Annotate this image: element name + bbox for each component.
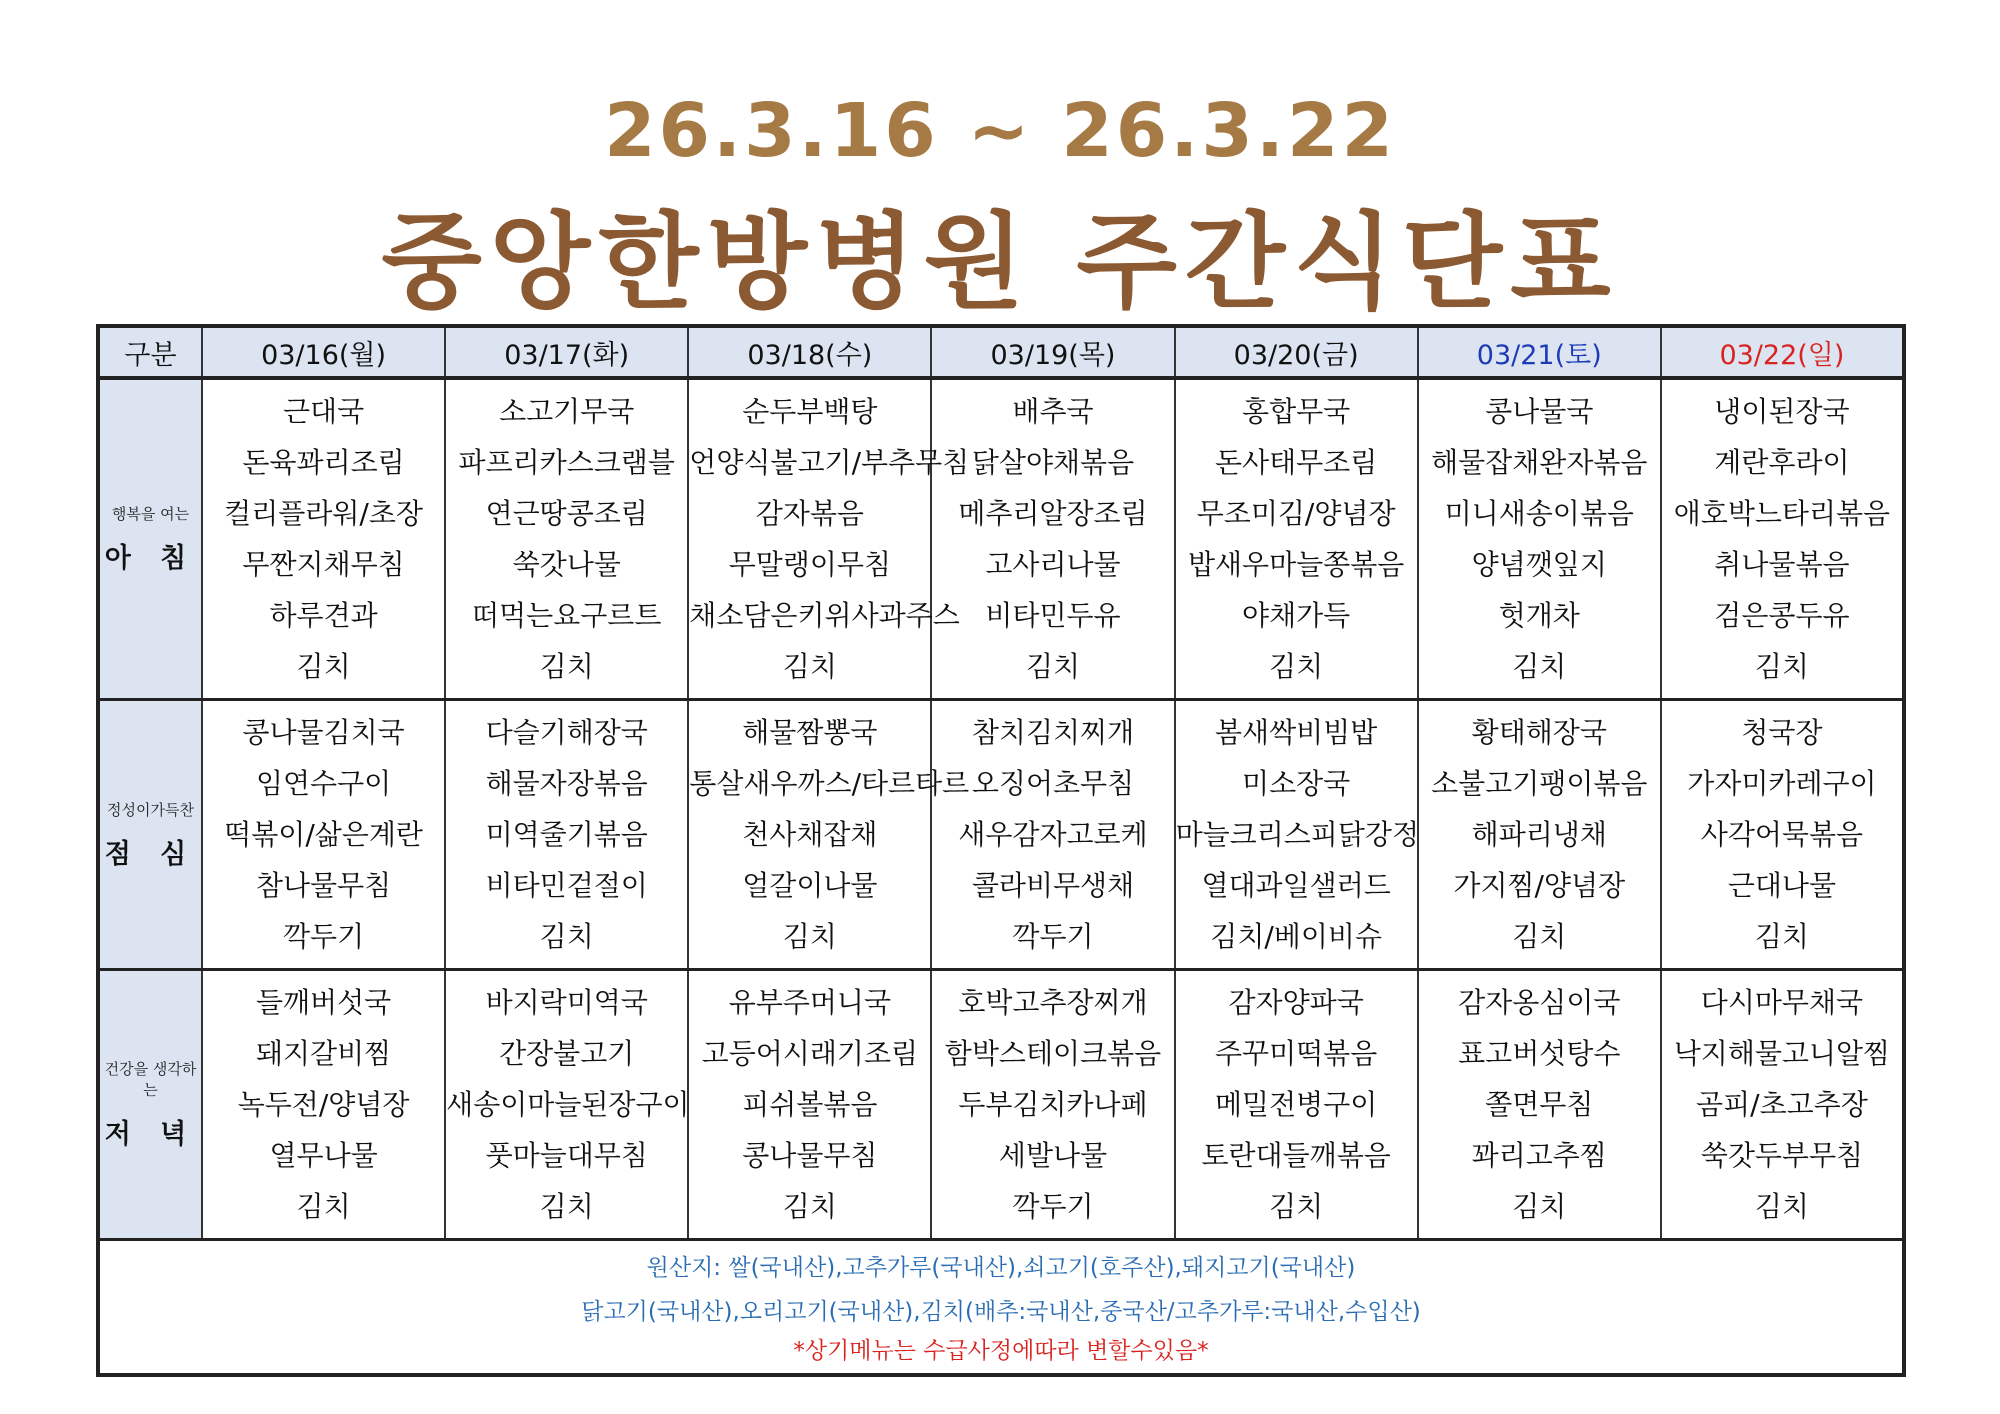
dish-item: 꽈리고추찜 xyxy=(1471,1139,1607,1172)
menu-cell-dinner-sun xyxy=(1661,970,1904,1240)
dish-item: 함박스테이크볶음 xyxy=(944,1037,1162,1070)
dish-item: 풋마늘대무침 xyxy=(485,1139,648,1172)
dish-item: 호박고추장찌개 xyxy=(958,986,1148,1019)
dish-list xyxy=(446,971,690,1238)
supply-notice: *상기메뉴는 수급사정에따라 변할수있음* xyxy=(793,1338,1209,1364)
dish-list xyxy=(1419,971,1660,1238)
dish-list xyxy=(1662,701,1902,968)
meal-label-lunch xyxy=(98,700,202,970)
dish-list xyxy=(1662,971,1902,1238)
dish-item: 해물잡채완자볶음 xyxy=(1431,446,1648,479)
dish-item: 토란대들깨볶음 xyxy=(1201,1139,1391,1172)
meal-main-label: 아 침 xyxy=(104,543,197,574)
meal-main-label: 저 녁 xyxy=(104,1119,197,1150)
dish-item: 김치 xyxy=(1269,1190,1324,1223)
menu-cell-lunch-sun xyxy=(1661,700,1904,970)
dish-item: 가지찜/양념장 xyxy=(1453,869,1626,902)
menu-cell-breakfast-sat xyxy=(1418,378,1661,700)
menu-cell-dinner-mon xyxy=(202,970,445,1240)
dish-list xyxy=(203,971,444,1238)
footer-row xyxy=(98,1240,1904,1376)
dish-item: 파프리카스크램블 xyxy=(458,446,675,479)
dish-item: 미니새송이볶음 xyxy=(1444,497,1634,530)
dish-item: 고등어시래기조림 xyxy=(701,1037,919,1070)
menu-cell-dinner-wed xyxy=(688,970,931,1240)
dish-item: 쑥갓나물 xyxy=(512,548,621,581)
menu-cell-dinner-tue xyxy=(445,970,688,1240)
dish-item: 무말랭이무침 xyxy=(728,548,891,581)
menu-cell-lunch-tue xyxy=(445,700,688,970)
dish-item: 검은콩두유 xyxy=(1714,599,1850,632)
dish-item: 김치 xyxy=(1512,650,1567,683)
day-header-thu: 03/19(목) xyxy=(931,326,1174,378)
date-range: 26.3.16 ~ 26.3.22 xyxy=(604,88,1396,174)
dish-item: 김치 xyxy=(296,650,351,683)
dish-item: 채소담은키위사과주스 xyxy=(689,599,960,632)
dish-item: 돈육꽈리조림 xyxy=(242,446,405,479)
menu-cell-breakfast-tue xyxy=(445,378,688,700)
dish-list xyxy=(1176,701,1417,968)
dish-item: 김치 xyxy=(1512,1190,1567,1223)
dish-item: 메밀전병구이 xyxy=(1214,1088,1378,1121)
dish-item: 감자옹심이국 xyxy=(1458,986,1621,1019)
dish-item: 소불고기팽이볶음 xyxy=(1431,767,1648,800)
dish-item: 가자미카레구이 xyxy=(1687,767,1877,800)
menu-cell-lunch-sat xyxy=(1418,700,1661,970)
dish-item: 순두부백탕 xyxy=(742,395,878,428)
dish-item: 쫄면무침 xyxy=(1485,1088,1594,1121)
dish-item: 들깨버섯국 xyxy=(255,986,392,1019)
dish-item: 김치 xyxy=(1269,650,1324,683)
day-header-sat: 03/21(토) xyxy=(1418,326,1661,378)
dish-item: 계란후라이 xyxy=(1714,446,1850,479)
menu-cell-lunch-mon xyxy=(202,700,445,970)
dish-item: 다슬기해장국 xyxy=(485,716,648,749)
dish-item: 콩나물무침 xyxy=(742,1139,878,1172)
dish-item: 소고기무국 xyxy=(499,395,635,428)
dish-item: 낙지해물고니알찜 xyxy=(1673,1037,1891,1070)
dish-item: 사각어묵볶음 xyxy=(1700,818,1864,851)
table-header-row xyxy=(98,326,1904,378)
origin-line-2: 닭고기(국내산),오리고기(국내산),김치(배추:국내산,중국산/고추가루:국내산,수입산) xyxy=(581,1299,1421,1325)
dish-list xyxy=(1176,971,1417,1238)
day-header-mon: 03/16(월) xyxy=(202,326,445,378)
day-header-tue: 03/17(화) xyxy=(445,326,688,378)
dish-item: 콜라비무생채 xyxy=(971,869,1135,902)
dish-item: 무조미김/양념장 xyxy=(1196,497,1396,530)
dish-item: 하루견과 xyxy=(269,599,378,632)
dish-item: 임연수구이 xyxy=(255,767,392,800)
dish-item: 피쉬볼볶음 xyxy=(742,1088,878,1121)
dish-item: 해물자장볶음 xyxy=(485,767,648,800)
dish-item: 얼갈이나물 xyxy=(742,869,878,902)
dish-item: 표고버섯탕수 xyxy=(1458,1037,1621,1070)
dish-item: 냉이된장국 xyxy=(1714,395,1850,428)
dish-item: 김치 xyxy=(539,650,594,683)
dish-list xyxy=(1419,380,1660,698)
dish-item: 다시마무채국 xyxy=(1700,986,1864,1019)
meal-sub-label: 정성이가득찬 xyxy=(107,800,194,819)
dish-list xyxy=(446,380,687,698)
dish-item: 닭살야채볶음 xyxy=(971,446,1135,479)
day-header-wed: 03/18(수) xyxy=(688,326,931,378)
dish-list xyxy=(689,701,970,968)
dish-item: 연근땅콩조림 xyxy=(485,497,648,530)
dish-item: 근대나물 xyxy=(1727,869,1837,902)
dish-list xyxy=(932,380,1173,698)
dish-item: 오징어초무침 xyxy=(971,767,1135,800)
dish-item: 깍두기 xyxy=(282,920,365,953)
dish-item: 깍두기 xyxy=(1012,1190,1094,1223)
dish-item: 해파리냉채 xyxy=(1471,818,1607,851)
dish-item: 언양식불고기/부추무침 xyxy=(689,446,970,479)
dish-item: 밥새우마늘쫑볶음 xyxy=(1187,548,1405,581)
dish-item: 김치 xyxy=(1754,650,1809,683)
dish-item: 배추국 xyxy=(1012,395,1094,428)
dish-item: 통살새우까스/타르타르 xyxy=(689,767,970,800)
dish-item: 새우감자고로케 xyxy=(958,818,1148,851)
dish-item: 돈사태무조림 xyxy=(1214,446,1378,479)
dish-item: 야채가득 xyxy=(1242,599,1351,632)
dish-item: 감자양파국 xyxy=(1228,986,1364,1019)
dish-item: 홍합무국 xyxy=(1242,395,1351,428)
dish-item: 봄새싹비빔밥 xyxy=(1214,716,1378,749)
dish-item: 마늘크리스피닭강정 xyxy=(1175,818,1419,851)
origin-line-1: 원산지: 쌀(국내산),고추가루(국내산),쇠고기(호주산),돼지고기(국내산) xyxy=(646,1255,1356,1281)
dish-item: 천사채잡채 xyxy=(742,818,878,851)
meal-row-dinner xyxy=(98,970,1904,1240)
dish-item: 헛개차 xyxy=(1498,599,1580,632)
dish-item: 김치 xyxy=(539,920,594,953)
dish-item: 감자볶음 xyxy=(755,497,864,530)
menu-cell-breakfast-sun xyxy=(1661,378,1904,700)
dish-item: 유부주머니국 xyxy=(728,986,891,1019)
dish-item: 무짠지채무침 xyxy=(242,548,405,581)
dish-item: 미소장국 xyxy=(1242,767,1351,800)
dish-item: 김치 xyxy=(1512,920,1567,953)
menu-cell-breakfast-thu xyxy=(931,378,1174,700)
dish-item: 컬리플라워/초장 xyxy=(224,497,423,530)
dish-item: 주꾸미떡볶음 xyxy=(1214,1037,1378,1070)
dish-item: 김치/베이비슈 xyxy=(1210,920,1382,953)
dish-item: 김치 xyxy=(782,920,837,953)
dish-list xyxy=(446,701,687,968)
meal-sub-label: 행복을 여는 xyxy=(111,505,190,523)
dish-list xyxy=(1176,380,1417,698)
meal-label-dinner xyxy=(98,970,202,1240)
dish-item: 양념깻잎지 xyxy=(1471,548,1607,581)
dish-item: 김치 xyxy=(782,1190,837,1223)
menu-cell-dinner-thu xyxy=(931,970,1174,1240)
dish-list xyxy=(203,701,444,968)
meal-row-breakfast xyxy=(98,378,1904,700)
meal-main-label: 점 심 xyxy=(104,838,197,870)
dish-item: 쑥갓두부무침 xyxy=(1700,1139,1864,1172)
dish-list xyxy=(689,971,930,1238)
dish-item: 해물짬뽕국 xyxy=(742,716,878,749)
dish-item: 콩나물김치국 xyxy=(242,716,405,749)
menu-cell-dinner-sat xyxy=(1418,970,1661,1240)
dish-item: 청국장 xyxy=(1741,716,1823,749)
dish-item: 열무나물 xyxy=(269,1139,378,1172)
dish-item: 비타민겉절이 xyxy=(485,869,648,902)
menu-cell-lunch-wed xyxy=(688,700,970,970)
menu-cell-lunch-fri xyxy=(1175,700,1418,970)
dish-item: 새송이마늘된장구이 xyxy=(446,1088,690,1121)
dish-item: 메추리알장조림 xyxy=(958,497,1148,530)
day-header-sun: 03/22(일) xyxy=(1661,326,1904,378)
dish-item: 김치 xyxy=(539,1190,594,1223)
dish-item: 김치 xyxy=(782,650,837,683)
dish-list xyxy=(1419,701,1660,968)
dish-list xyxy=(1662,380,1902,698)
dish-item: 참치김치찌개 xyxy=(971,716,1135,749)
dish-list xyxy=(932,701,1173,968)
menu-cell-dinner-fri xyxy=(1175,970,1418,1240)
menu-cell-lunch-thu xyxy=(931,700,1174,970)
dish-item: 고사리나물 xyxy=(985,548,1121,581)
dish-list xyxy=(689,380,970,698)
dish-item: 깍두기 xyxy=(1012,920,1094,953)
dish-item: 김치 xyxy=(1754,1190,1809,1223)
dish-item: 비타민두유 xyxy=(985,599,1121,632)
dish-list xyxy=(203,380,444,698)
menu-cell-breakfast-fri xyxy=(1175,378,1418,700)
dish-item: 떠먹는요구르트 xyxy=(472,599,662,632)
dish-item: 미역줄기볶음 xyxy=(485,818,648,851)
dish-item: 간장불고기 xyxy=(499,1037,635,1070)
dish-item: 세발나물 xyxy=(998,1139,1108,1172)
meal-row-lunch xyxy=(98,700,1904,970)
dish-item: 콩나물국 xyxy=(1485,395,1594,428)
meal-sub-label: 건강을 생각하는 xyxy=(104,1060,197,1099)
corner-label: 구분 xyxy=(98,326,202,378)
dish-item: 열대과일샐러드 xyxy=(1201,869,1391,902)
dish-item: 두부김치카나페 xyxy=(958,1088,1148,1121)
dish-item: 김치 xyxy=(296,1190,351,1223)
dish-item: 바지락미역국 xyxy=(485,986,648,1019)
dish-item: 돼지갈비찜 xyxy=(255,1037,392,1070)
dish-item: 김치 xyxy=(1754,920,1809,953)
dish-item: 김치 xyxy=(1025,650,1081,683)
meal-label-breakfast xyxy=(98,378,202,700)
weekly-menu-table xyxy=(96,324,1906,1377)
dish-item: 곰피/초고추장 xyxy=(1696,1088,1868,1121)
meal-rows xyxy=(98,378,1904,1240)
dish-item: 애호박느타리볶음 xyxy=(1673,497,1891,530)
origin-notice-cell xyxy=(98,1240,1904,1376)
dish-item: 근대국 xyxy=(282,395,365,428)
dish-item: 취나물볶음 xyxy=(1714,548,1850,581)
menu-cell-breakfast-mon xyxy=(202,378,445,700)
dish-list xyxy=(932,971,1173,1238)
dish-item: 참나물무침 xyxy=(255,869,392,902)
menu-cell-breakfast-wed xyxy=(688,378,970,700)
dish-item: 황태해장국 xyxy=(1471,716,1607,749)
day-header-fri: 03/20(금) xyxy=(1175,326,1418,378)
dish-item: 녹두전/양념장 xyxy=(237,1088,410,1121)
dish-item: 떡볶이/삶은계란 xyxy=(224,818,423,851)
page-title: 중앙한방병원 주간식단표 xyxy=(381,201,1619,323)
